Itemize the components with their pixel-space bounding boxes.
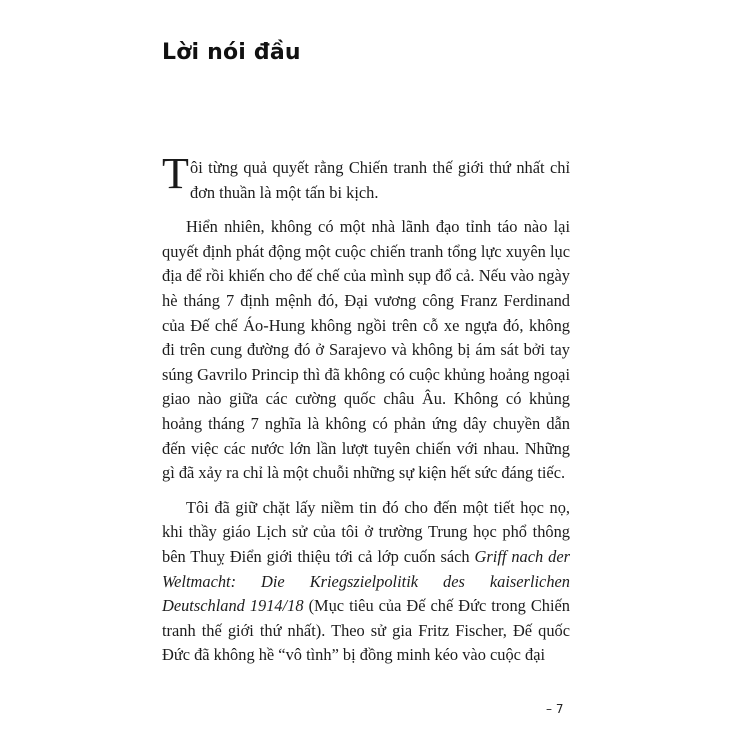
paragraph-3-text-before: Tôi đã giữ chặt lấy niềm tin đó cho đến một tiết học nọ, khi thầy giáo Lịch sử của tôi ở trường Trung học phổ thông bên Thuỵ Điển giới thiệu tới cả lớp cuốn sách: [162, 497, 570, 566]
page-number: – 7: [546, 702, 564, 716]
drop-cap: T: [162, 149, 189, 198]
paragraph-3-text-after: (Mục tiêu của Đế chế Đức trong Chiến tranh thế giới thứ nhất). Theo sử gia Fritz Fischer, Đế quốc Đức đã không hề “vô tình” bị đồng minh kéo vào cuộc đại: [162, 596, 570, 665]
paragraph-3: [162, 496, 570, 668]
chapter-title: Lời nói đầu: [162, 40, 301, 65]
paragraph-1-text: ôi từng quả quyết rằng Chiến tranh thế giới thứ nhất chỉ đơn thuần là một tấn bi kịch.: [190, 158, 570, 202]
body-text: [162, 149, 570, 678]
paragraph-2: Hiển nhiên, không có một nhà lãnh đạo tỉnh táo nào lại quyết định phát động một cuộc chiến tranh tổng lực xuyên lục địa để rồi khiến cho đế chế của mình sụp đổ cả. Nếu vào ngày hè tháng 7 định mệnh đó, Đại vương công Franz Ferdinand của Đế chế Áo-Hung không ngồi trên cỗ xe ngựa đó, không đi trên cung đường đó ở Sarajevo và không bị ám sát bởi tay súng Gavrilo Princip thì đã không có cuộc khủng hoảng ngoại giao nào giữa các cường quốc châu Âu. Không có khủng hoảng tháng 7 nghĩa là không có phản ứng dây chuyền dẫn đến việc các nước lớn lần lượt tuyên chiến với nhau. Những gì đã xảy ra chỉ là một chuỗi những sự kiện hết sức đáng tiếc.: [162, 217, 570, 483]
book-title: Griff nach der Weltmacht: Die Kriegszielpolitik des kaiserlichen Deutschland 1914/18: [162, 546, 570, 616]
paragraph-1: [162, 149, 570, 205]
